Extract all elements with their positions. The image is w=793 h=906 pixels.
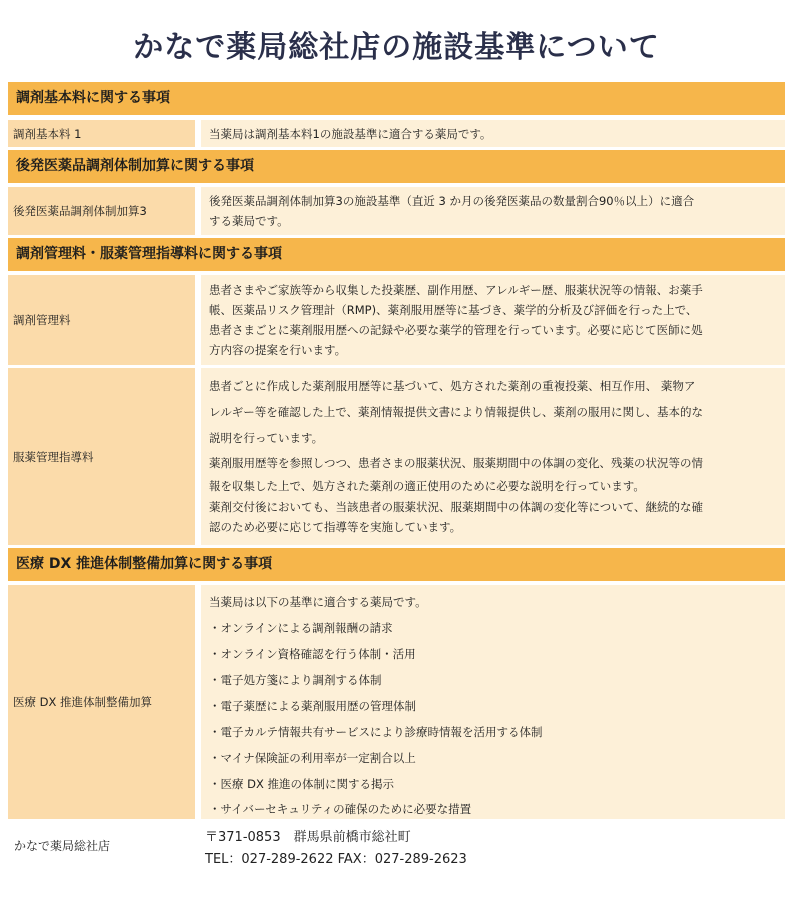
row-text-line: 患者さまやご家族等から収集した投薬歴、副作用歴、アレルギー歴、服薬状況等の情報、お薬手 xyxy=(209,283,703,297)
row-text-line: 当薬局は以下の基準に適合する薬局です。 xyxy=(209,595,427,609)
section-header-medical-dx: 医療 DX 推進体制整備加算に関する事項 xyxy=(8,548,785,581)
row-text-line: 薬剤服用歴等を参照しつつ、患者さまの服薬状況、服薬期間中の体調の変化、残薬の状況等の情 xyxy=(209,456,704,470)
row-text-line: 薬剤交付後においても、当該患者の服薬状況、服薬期間中の体調の変化等について、継続的な確 xyxy=(209,500,704,514)
row-label: 調剤基本料 1 xyxy=(8,120,195,147)
row-label: 服薬管理指導料 xyxy=(8,368,195,545)
section-header-dispensing-management: 調剤管理料・服薬管理指導料に関する事項 xyxy=(8,238,785,271)
row-value xyxy=(201,120,785,147)
section-header-dispensing-basic-fee: 調剤基本料に関する事項 xyxy=(8,82,785,115)
store-contact xyxy=(205,827,467,871)
row-value xyxy=(201,275,785,365)
row-text-line: ・マイナ保険証の利用率が一定割合以上 xyxy=(209,751,416,765)
row-text-line: ・電子薬歴による薬剤服用歴の管理体制 xyxy=(209,699,416,713)
row-value xyxy=(201,187,785,235)
row-text-line: 当薬局は調剤基本料1の施設基準に適合する薬局です。 xyxy=(209,127,492,141)
row-text-line: 報を収集した上で、処方された薬剤の適正使用のために必要な説明を行っています。 xyxy=(209,479,645,493)
table-row-medication-guidance-fee xyxy=(8,368,785,545)
row-text-line: ・オンライン資格確認を行う体制・活用 xyxy=(209,647,416,661)
row-text-line: 方内容の提案を行います。 xyxy=(209,343,347,357)
section-header-generic-drug: 後発医薬品調剤体制加算に関する事項 xyxy=(8,150,785,183)
row-text-line: ・電子処方箋により調剤する体制 xyxy=(209,673,382,687)
store-name: かなで薬局総社店 xyxy=(14,839,111,853)
row-value xyxy=(201,368,785,545)
store-phone: TEL：027-289-2622 FAX：027-289-2623 xyxy=(205,852,467,867)
table-row-generic-drug xyxy=(8,187,785,235)
row-text-line: 認のため必要に応じて指導等を実施しています。 xyxy=(209,520,462,534)
row-label: 調剤管理料 xyxy=(8,275,195,365)
row-text-line: レルギー等を確認した上で、薬剤情報提供文書により情報提供し、薬剤の服用に関し、基本的な xyxy=(209,405,703,419)
store-address: 〒371-0853 群馬県前橋市総社町 xyxy=(205,830,411,845)
row-label: 後発医薬品調剤体制加算3 xyxy=(8,187,195,235)
row-label: 医療 DX 推進体制整備加算 xyxy=(8,585,195,819)
row-text-line: 帳、医薬品リスク管理計（RMP)、薬剤服用歴等に基づき、薬学的分析及び評価を行った上で、 xyxy=(209,303,698,317)
row-text-line: ・医療 DX 推進の体制に関する掲示 xyxy=(209,777,395,791)
row-text-line: 患者さまごとに薬剤服用歴への記録や必要な薬学的管理を行っています。必要に応じて医師に処 xyxy=(209,323,703,337)
table-row-dispensing-management-fee xyxy=(8,275,785,365)
row-value xyxy=(201,585,785,819)
row-text-line: 説明を行っています。 xyxy=(209,431,324,445)
row-text-line: 後発医薬品調剤体制加算3の施設基準（直近 3 か月の後発医薬品の数量割合90％以上）に適合 xyxy=(209,194,695,208)
row-text-line: ・オンラインによる調剤報酬の請求 xyxy=(209,621,393,635)
table-row-medical-dx xyxy=(8,585,785,819)
row-text-line: する薬局です。 xyxy=(209,214,289,228)
row-text-line: ・サイバーセキュリティの確保のために必要な措置 xyxy=(209,802,472,816)
row-text-line: ・電子カルテ情報共有サービスにより診療時情報を活用する体制 xyxy=(209,725,543,739)
page-title: かなで薬局総社店の施設基準について xyxy=(133,30,660,65)
row-text-line: 患者ごとに作成した薬剤服用歴等に基づいて、処方された薬剤の重複投薬、相互作用、 薬物ア xyxy=(209,379,696,393)
table-row-dispensing-basic-fee xyxy=(8,120,785,147)
